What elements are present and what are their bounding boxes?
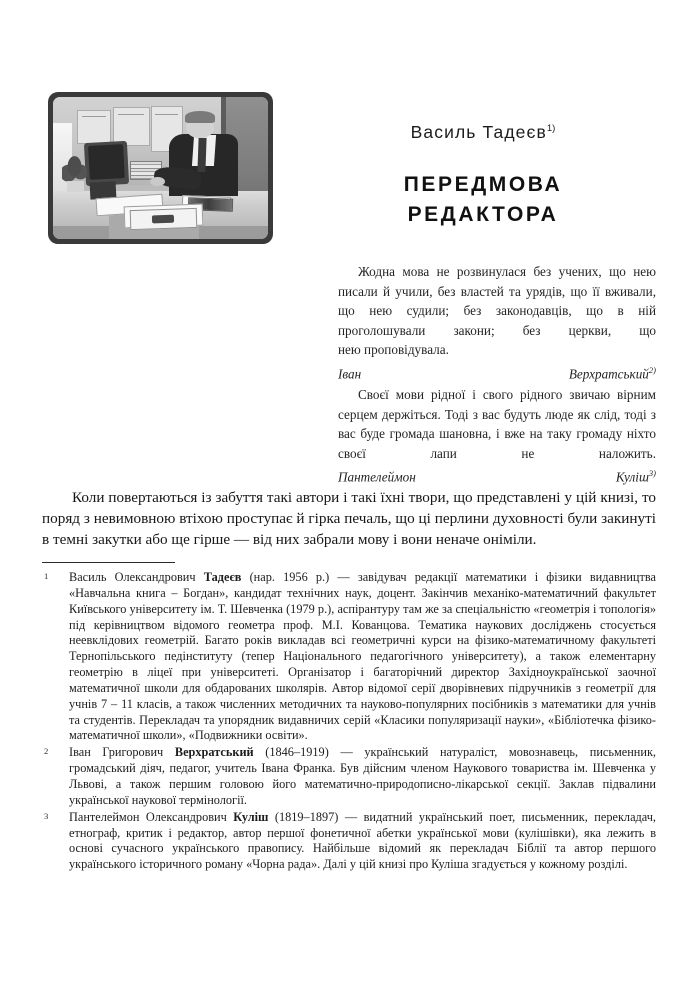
footnote-number: 2 — [44, 746, 49, 757]
footnote-number: 1 — [44, 571, 49, 581]
photo-wall-poster — [113, 107, 149, 146]
photo-person-hair — [185, 111, 215, 122]
epigraph-1-text: Жодна мова не розвинулася без учених, що нею писали й учили, без властей та урядів, що її вживали, що нею судили; без законодавців, що в ній проголошували закони; без церкви, що — [338, 264, 656, 338]
lead-paragraph: Коли повертаються із забуття такі автори і такі їхні твори, що представлені у цій книзі, то поряд з невимовною втіхою проступає й гірка печаль, що ці перлини духовності були закинуті в темні закутки або ще гірше — від них забрали мову і вони неначе оніміли. — [42, 489, 656, 549]
footnote-name-bold: Тадеєв — [203, 570, 242, 584]
photo-person-hand — [150, 177, 165, 187]
epigraph-2-footnote-marker: 3) — [648, 468, 656, 479]
footnote-body: (1846–1919) — український натураліст, мовознавець, письменник, громадський діяч, педагог, учитель Івана Франка. Був дійсним членом Наукового товариства ім. Шевченка у Львові, а також першим головою його математично-природописно-лікарської секції. Заклав підвалини української наукової термінології. — [69, 745, 656, 807]
author-name-text: Василь Тадеєв — [410, 122, 547, 142]
epigraph-2-attribution-text: Пантелеймон Куліш — [338, 469, 649, 485]
epigraph-2 — [338, 385, 656, 487]
author-footnote-marker: 1) — [546, 123, 556, 135]
photo-person-tie — [198, 138, 207, 172]
epigraph-1-attribution-text: Іван Верхратський — [338, 366, 649, 382]
epigraph-2-text: Своєї мови рідної і свого рідного звичаю вірним серцем держіться. Тоді з вас будуть люде як слід, тоді з вас буде громада шановна, і вже на таку громаду ніхто своєї лапи не наложить. — [338, 387, 656, 461]
author-photograph — [48, 92, 273, 244]
epigraph-1 — [338, 262, 656, 384]
footnote-item — [42, 810, 656, 873]
photo-flower-pot — [67, 181, 84, 192]
footnote-name-prefix: Пантелеймон Олександрович — [69, 809, 234, 824]
page-title-line-1: ПЕРЕДМОВА — [403, 173, 563, 196]
footnote-name-bold: Куліш — [233, 809, 269, 824]
epigraph-2-attribution — [338, 464, 656, 487]
footnote-list — [42, 570, 656, 874]
page-title-line-2: РЕДАКТОРА — [407, 203, 559, 226]
footnote-body: (нар. 1956 р.) — завідувач редакції математики і фізики видавництва «Навчальна книга – Богдан», кандидат технічних наук, доцент. Закінчив механіко-математичний факультет Київського університету ім. Т. Шевченка (1979 р.), аспірантуру там же за спеціальністю «геометрія і топологія» під керівництвом відомого геометра проф. М.І. Кованцова. Тематика наукових досліджень стосується неевклідових геометрій. Багато років викладав всі геометричні курси на фізико-математичному факультеті Тернопільського педінституту (тепер Національного педагогічного університету), а також елементарну геометрію в ліцеї при університеті. Організатор і багаторічний директор Західноукраїнської заочної математичної школи для обдарованих школярів. Автор відомої серії дворівневих підручників з геометрії для учнів 7 – 11 класів, а також численних методичних та науково-популярних посібників з математики для учнів та студентів. Перекладач та упорядник видавничих серій «Класики популяризації науки», «Бібліотечка фізико-математичної школи», «Подвижники освіти». — [69, 570, 656, 743]
footnote-item — [42, 745, 656, 808]
footnote-name-prefix: Іван Григорович — [69, 745, 175, 760]
photo-wall-poster — [77, 110, 111, 145]
footnote-separator — [42, 562, 175, 563]
footnote-item — [42, 570, 656, 744]
footnote-name-prefix: Василь Олександрович — [69, 570, 204, 584]
page-title — [310, 170, 656, 230]
photo-open-book — [130, 208, 197, 231]
epigraph-1-text-last-line: нею проповідувала. — [338, 342, 449, 358]
footnote-name-bold: Верхратський — [174, 745, 254, 760]
author-name — [310, 122, 656, 143]
photograph-image — [53, 97, 268, 239]
epigraph-1-footnote-marker: 2) — [648, 364, 656, 375]
photo-monitor — [84, 141, 129, 186]
epigraph-1-attribution — [338, 361, 656, 384]
footnote-body: (1819–1897) — видатний український поет, письменник, перекладач, етнограф, критик і редактор, автор першої фонетичної абетки української мови (кулішівки), яка лежить в основі сучасного українського правопису. Найбільше відомий як перекладач Біблії та автор першого українського історичного роману «Чорна рада». Далі у цій книзі про Куліша згадується у кожному розділі. — [69, 809, 657, 872]
footnote-number: 3 — [44, 810, 49, 821]
